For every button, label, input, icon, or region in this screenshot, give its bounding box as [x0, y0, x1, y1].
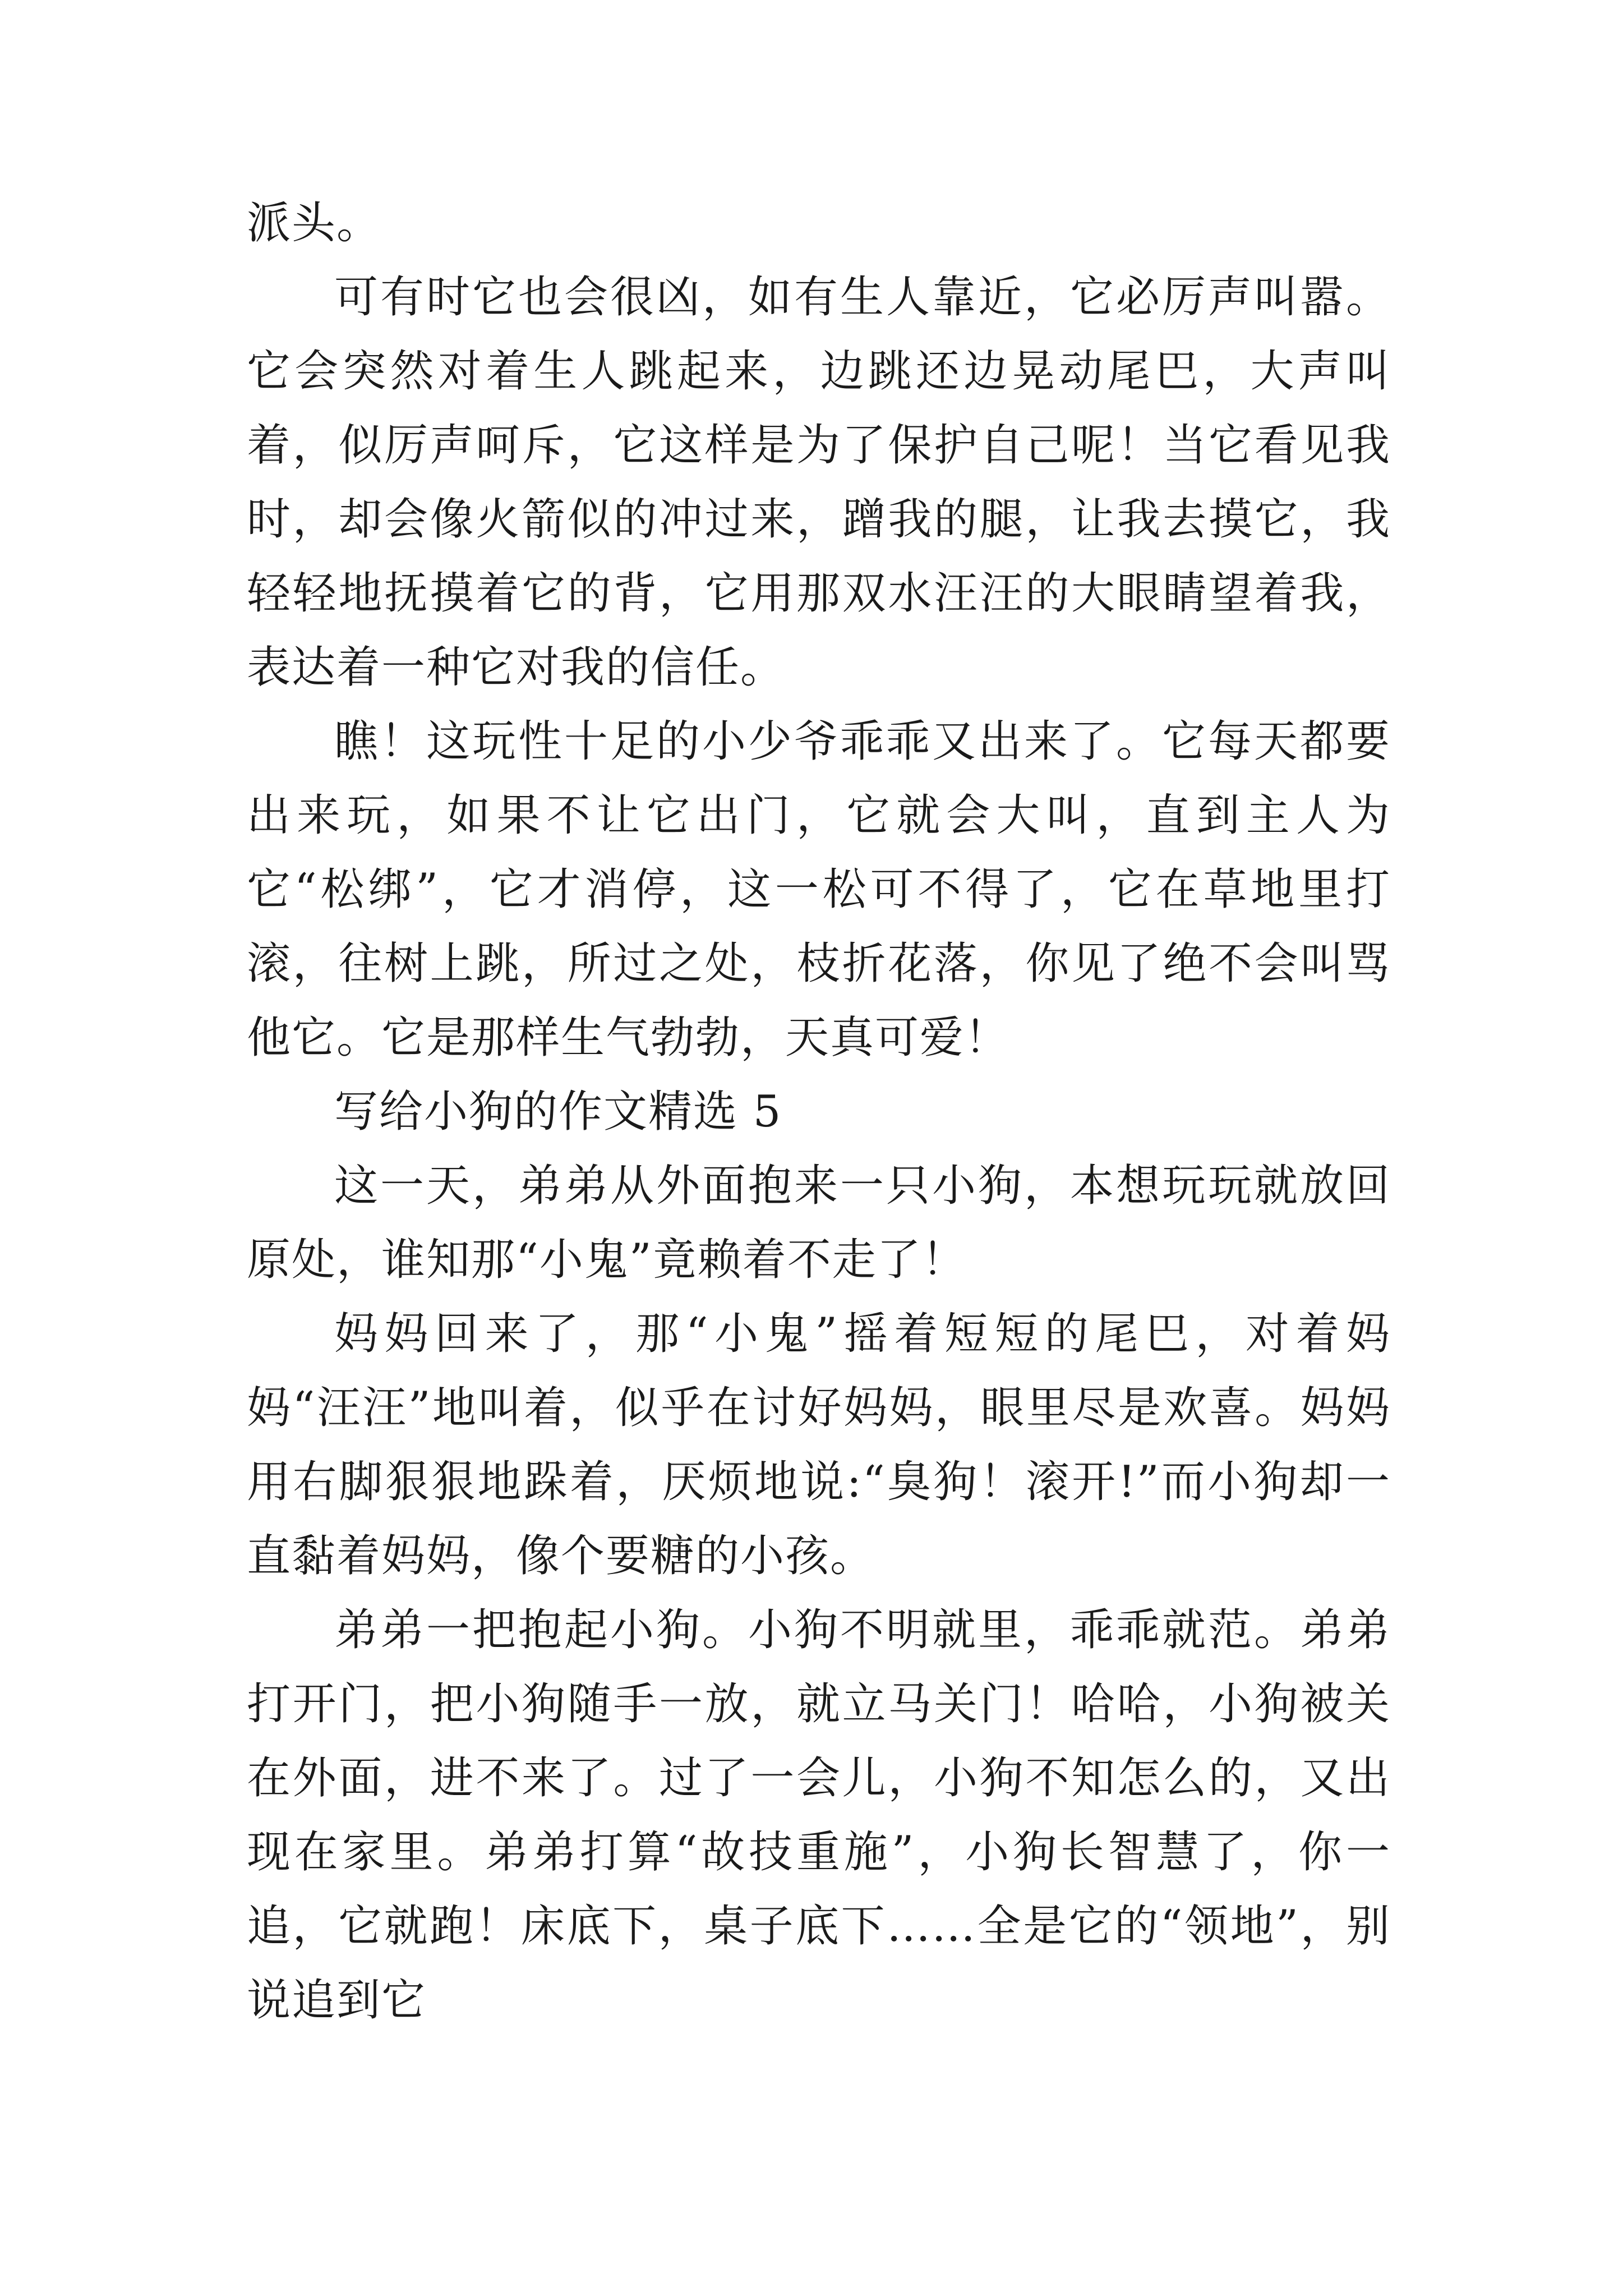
paragraph-playful-dog: 瞧！这玩性十足的小少爷乖乖又出来了。它每天都要出来玩，如果不让它出门，它就会大叫，直到主人为它“松绑”，它才消停，这一松可不得了，它在草地里打滚，往树上跳，所过之处，枝折花落，你见了绝不会叫骂他它。它是那样生气勃勃，天真可爱！	[247, 716, 1391, 1063]
document-body	[247, 186, 1391, 2037]
paragraph-continuation: 派头。	[247, 198, 382, 249]
paragraph-mother-returns: 妈妈回来了，那“小鬼”摇着短短的尾巴，对着妈妈“汪汪”地叫着，似乎在讨好妈妈，眼里尽是欢喜。妈妈用右脚狠狠地跺着，厌烦地说:“臭狗！滚开!”而小狗却一直黏着妈妈，像个要糖的小孩。	[247, 1309, 1391, 1581]
paragraph-chasing-dog: 弟弟一把抱起小狗。小狗不明就里，乖乖就范。弟弟打开门，把小狗随手一放，就立马关门！哈哈，小狗被关在外面，进不来了。过了一会儿，小狗不知怎么的，又出现在家里。弟弟打算“故技重施”，小狗长智慧了，你一追，它就跑！床底下，桌子底下……全是它的“领地”，别说追到它	[247, 1605, 1391, 2026]
paragraph-fierce-dog: 可有时它也会很凶，如有生人靠近，它必厉声叫嚣。它会突然对着生人跳起来，边跳还边晃动尾巴，大声叫着，似厉声呵斥，它这样是为了保护自己呢！当它看见我时，却会像火箭似的冲过来，蹭我的腿，让我去摸它，我轻轻地抚摸着它的背，它用那双水汪汪的大眼睛望着我，表达着一种它对我的信任。	[247, 272, 1391, 693]
paragraph-brother-brings-dog: 这一天，弟弟从外面抱来一只小狗，本想玩玩就放回原处，谁知那“小鬼”竟赖着不走了！	[247, 1161, 1391, 1285]
section-heading: 写给小狗的作文精选 5	[334, 1087, 782, 1137]
